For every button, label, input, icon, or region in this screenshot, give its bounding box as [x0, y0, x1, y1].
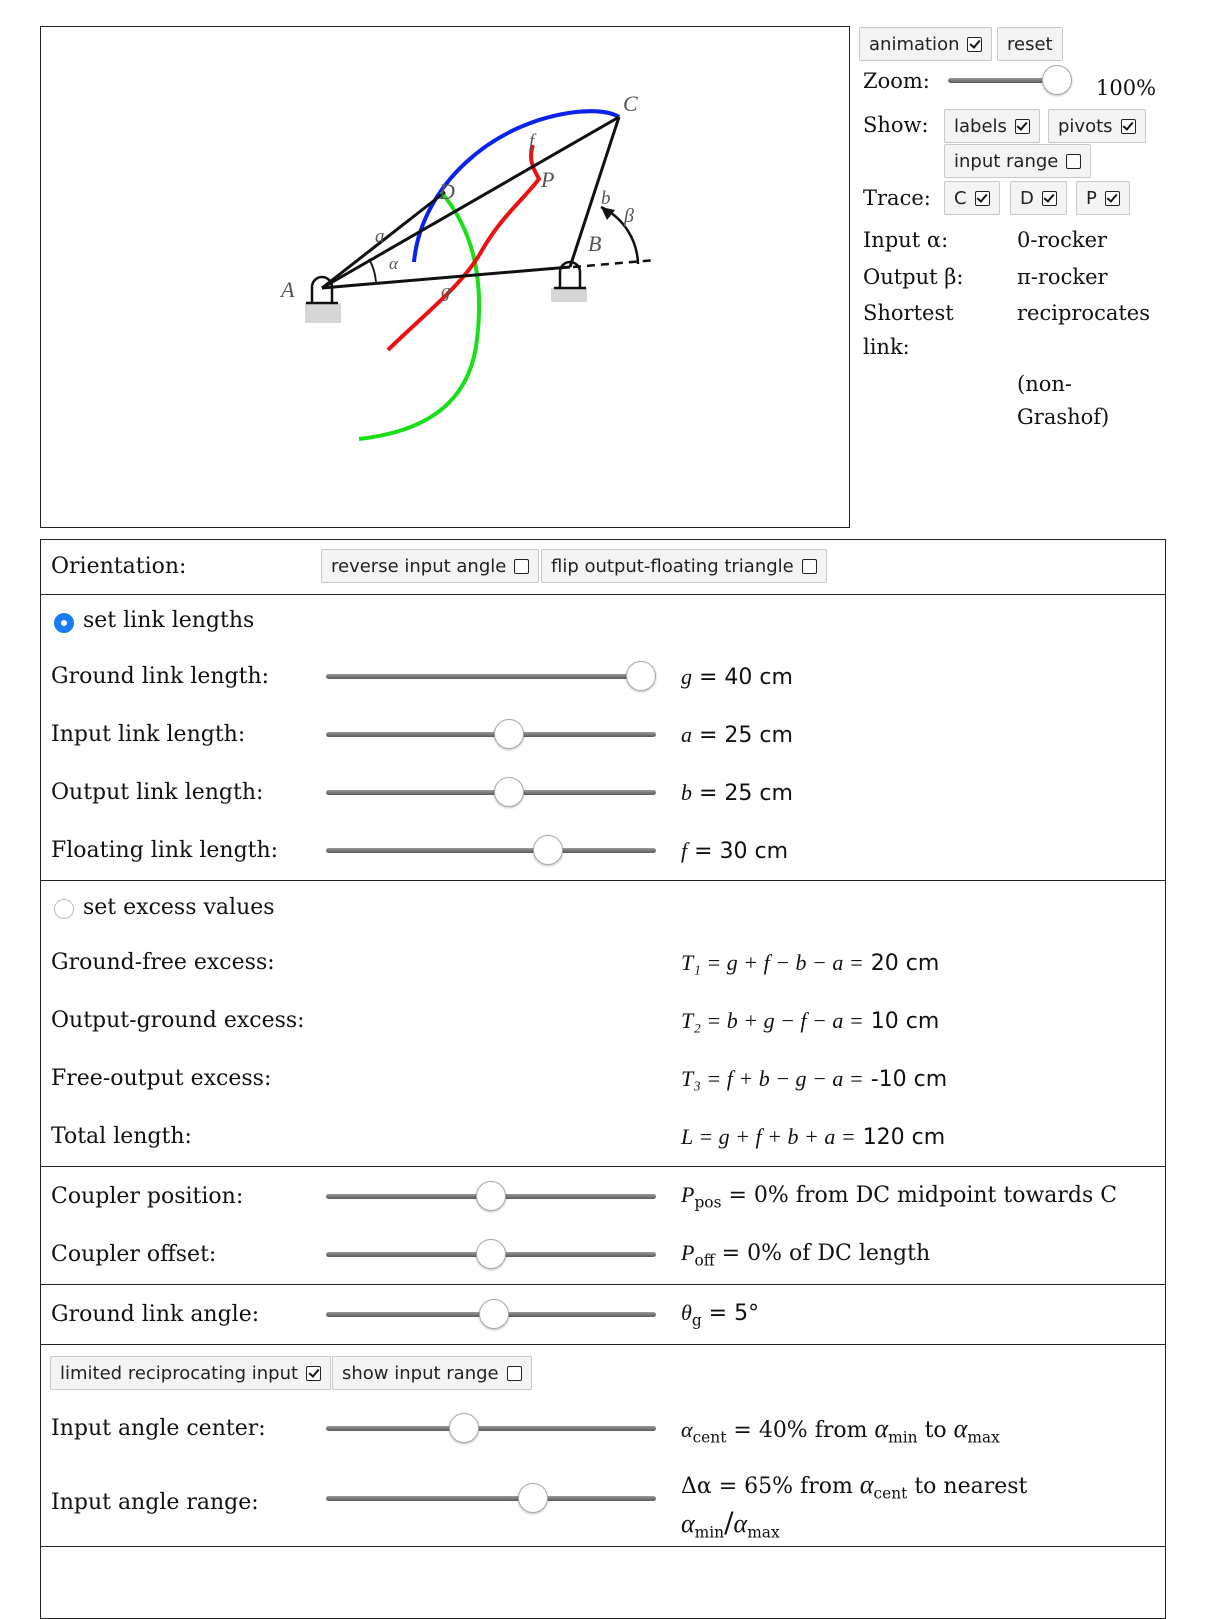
ground-a-base	[305, 303, 341, 323]
label-b-link: b	[601, 188, 611, 209]
sub-min: min	[888, 1428, 918, 1447]
shortest-link-label-2: link:	[863, 335, 910, 359]
input-angle-range-slider[interactable]	[326, 1482, 656, 1516]
set-link-lengths-label: set link lengths	[83, 608, 255, 633]
alpha-max-symbol-2: α	[733, 1509, 748, 1538]
sub-cent-2: cent	[873, 1484, 908, 1503]
output-link-length-slider[interactable]	[326, 776, 656, 810]
free-output-excess-label: Free-output excess:	[51, 1066, 272, 1091]
slider-thumb[interactable]	[476, 1239, 506, 1269]
slider-thumb[interactable]	[518, 1483, 548, 1513]
divider	[41, 880, 1165, 881]
slider-thumb[interactable]	[533, 835, 563, 865]
set-excess-values-radio[interactable]	[54, 899, 74, 919]
trace-c-checkbox[interactable]	[975, 191, 990, 206]
ground-b-base	[551, 288, 587, 302]
t3-formula: T₃ = f + b − g − a =	[681, 1066, 864, 1091]
label-g-link: g	[441, 281, 451, 302]
floating-link-length-slider[interactable]	[326, 834, 656, 868]
pivots-button[interactable]	[1048, 109, 1146, 143]
var-theta: θ	[681, 1300, 692, 1325]
shortest-link-label-1: Shortest	[863, 301, 954, 325]
input-type-value: 0-rocker	[1017, 228, 1108, 252]
output-type-value: π-rocker	[1017, 265, 1108, 289]
labels-label: labels	[954, 115, 1007, 137]
ground-link-length-value	[681, 664, 793, 690]
zoom-slider-thumb[interactable]	[1042, 65, 1072, 95]
output-link-length-value	[681, 780, 793, 806]
sub-off: off	[694, 1251, 715, 1270]
ground-link-length-label: Ground link length:	[51, 664, 270, 689]
coupler-position-text: = 0% from DC midpoint towards C	[728, 1183, 1118, 1208]
ground-link-length-slider[interactable]	[326, 660, 656, 694]
ground-link-angle-value	[681, 1300, 759, 1329]
slider-track	[326, 790, 656, 795]
total-length-label: Total length:	[51, 1124, 192, 1149]
labels-checkbox[interactable]	[1015, 119, 1030, 134]
input-link-length-label: Input link length:	[51, 722, 246, 747]
input-link-length-value	[681, 722, 793, 748]
trace-p-button[interactable]	[1076, 181, 1130, 215]
show-input-range-button[interactable]	[332, 1356, 532, 1390]
to-text: to	[924, 1418, 947, 1443]
limited-reciprocating-input-label: limited reciprocating input	[60, 1362, 299, 1384]
t2-formula: T₂ = b + g − f − a =	[681, 1008, 864, 1033]
flip-triangle-checkbox[interactable]	[802, 559, 817, 574]
floating-length-text: = 30 cm	[694, 839, 789, 864]
coupler-position-slider[interactable]	[326, 1180, 656, 1214]
slider-thumb[interactable]	[449, 1413, 479, 1443]
input-length-text: = 25 cm	[699, 723, 793, 748]
zoom-label: Zoom:	[863, 69, 930, 93]
slider-track	[326, 848, 656, 853]
alpha-max-symbol: α	[953, 1414, 968, 1443]
total-value: 120 cm	[862, 1125, 946, 1150]
set-excess-values-label: set excess values	[83, 895, 275, 920]
sub-pos: pos	[694, 1193, 722, 1212]
label-p-point: P	[541, 167, 555, 192]
output-length-text: = 25 cm	[699, 781, 793, 806]
divider	[41, 1166, 1165, 1167]
label-a-point: A	[281, 277, 295, 302]
show-input-range-checkbox[interactable]	[507, 1366, 522, 1381]
coupler-offset-slider[interactable]	[326, 1238, 656, 1272]
input-range-checkbox[interactable]	[1066, 154, 1081, 169]
slider-track	[326, 1426, 656, 1431]
reset-button[interactable]	[997, 27, 1063, 61]
slider-track	[326, 732, 656, 737]
slider-track	[326, 674, 656, 679]
trace-p-label: P	[1086, 187, 1097, 209]
label-a-link: a	[375, 226, 385, 247]
var-alpha-cent: α	[681, 1417, 693, 1442]
slash: /	[724, 1506, 734, 1539]
flip-triangle-button[interactable]	[541, 549, 827, 583]
var-p-pos: P	[681, 1182, 695, 1207]
animation-button[interactable]	[859, 27, 992, 61]
var-p-off: P	[681, 1240, 695, 1265]
t1-formula: T₁ = g + f − b − a =	[681, 950, 864, 975]
pivots-checkbox[interactable]	[1121, 119, 1136, 134]
trace-d-button[interactable]	[1010, 181, 1067, 215]
alpha-arc	[369, 259, 376, 282]
divider	[41, 1546, 1165, 1547]
label-beta: β	[624, 205, 634, 227]
ground-angle-text: = 5°	[708, 1301, 760, 1326]
linkage-drawing[interactable]	[41, 27, 851, 529]
output-ground-excess-value	[681, 1008, 939, 1034]
alpha-min-symbol: α	[874, 1414, 889, 1443]
slider-thumb[interactable]	[626, 661, 656, 691]
label-c-point: C	[623, 91, 638, 116]
zoom-slider[interactable]	[948, 64, 1072, 98]
shortest-link-value: reciprocates	[1017, 301, 1150, 325]
animation-checkbox[interactable]	[967, 37, 982, 52]
var-delta-alpha: Δα	[681, 1474, 712, 1499]
free-output-excess-value	[681, 1066, 947, 1092]
input-link-length-slider[interactable]	[326, 718, 656, 752]
coupler-position-label: Coupler position:	[51, 1184, 244, 1209]
var-a: a	[681, 722, 692, 747]
ground-link-angle-slider[interactable]	[326, 1298, 656, 1332]
label-f-link: f	[529, 131, 535, 152]
divider	[41, 594, 1165, 595]
ground-extension-dashed	[573, 260, 656, 267]
slider-track	[326, 1496, 656, 1501]
reset-label: reset	[1007, 33, 1053, 55]
alpha-min-symbol-2: α	[681, 1509, 695, 1538]
reverse-input-angle-button[interactable]	[321, 549, 539, 583]
orientation-label: Orientation:	[51, 554, 187, 579]
alpha-cent-symbol: α	[859, 1470, 874, 1499]
limited-reciprocating-input-button[interactable]	[50, 1356, 331, 1390]
sub-max-2: max	[747, 1523, 780, 1542]
sub-max: max	[967, 1428, 1000, 1447]
linkage-canvas[interactable]	[40, 26, 850, 528]
reverse-input-angle-checkbox[interactable]	[514, 559, 529, 574]
trace-c-button[interactable]	[944, 181, 1000, 215]
sub-g: g	[691, 1311, 702, 1330]
center-text: = 40% from	[733, 1418, 868, 1443]
labels-button[interactable]	[944, 109, 1040, 143]
trace-c-label: C	[954, 187, 967, 209]
input-angle-range-label: Input angle range:	[51, 1490, 259, 1515]
ground-length-text: = 40 cm	[699, 665, 793, 690]
label-b-point: B	[588, 231, 602, 256]
total-length-value	[681, 1124, 945, 1150]
slider-thumb[interactable]	[476, 1181, 506, 1211]
input-angle-center-slider[interactable]	[326, 1412, 656, 1446]
t3-value: -10 cm	[870, 1067, 948, 1092]
slider-thumb[interactable]	[494, 777, 524, 807]
animation-label: animation	[869, 33, 960, 55]
output-link-length-label: Output link length:	[51, 780, 264, 805]
range-text: = 65% from	[718, 1474, 853, 1499]
input-angle-range-value-line2	[681, 1506, 780, 1541]
sub-cent: cent	[692, 1428, 727, 1447]
floating-link-length-value	[681, 838, 788, 864]
show-label: Show:	[863, 113, 929, 137]
settings-table	[40, 539, 1166, 1619]
to-nearest-text: to nearest	[914, 1474, 1028, 1499]
trace-d-checkbox[interactable]	[1042, 191, 1057, 206]
ground-free-excess-label: Ground-free excess:	[51, 950, 275, 975]
t2-value: 10 cm	[870, 1009, 940, 1034]
coupler-position-value	[681, 1182, 1117, 1211]
var-g: g	[681, 664, 692, 689]
flip-triangle-label: flip output-floating triangle	[551, 555, 794, 577]
limited-reciprocating-input-checkbox[interactable]	[306, 1366, 321, 1381]
label-d-point: D	[439, 179, 455, 204]
ground-link-angle-label: Ground link angle:	[51, 1302, 260, 1327]
coupler-offset-label: Coupler offset:	[51, 1242, 217, 1267]
input-type-label: Input α:	[863, 228, 949, 252]
grashof-note-2: Grashof)	[1017, 405, 1110, 429]
zoom-value: 100%	[1096, 76, 1157, 100]
coupler-offset-text: = 0% of DC length	[721, 1241, 931, 1266]
trace-d-label: D	[1020, 187, 1034, 209]
trace-p-checkbox[interactable]	[1105, 191, 1120, 206]
pivots-label: pivots	[1058, 115, 1113, 137]
var-b: b	[681, 780, 692, 805]
input-angle-center-label: Input angle center:	[51, 1416, 266, 1441]
input-angle-range-value-line1	[681, 1470, 1027, 1502]
ground-free-excess-value	[681, 950, 939, 976]
divider	[41, 1344, 1165, 1345]
show-input-range-label: show input range	[342, 1362, 499, 1384]
total-formula: L = g + f + b + a =	[681, 1124, 856, 1149]
input-angle-center-value	[681, 1414, 1000, 1446]
coupler-offset-value	[681, 1240, 930, 1269]
set-link-lengths-radio[interactable]	[54, 613, 74, 633]
input-range-label: input range	[954, 150, 1059, 172]
floating-link-length-label: Floating link length:	[51, 838, 279, 863]
t1-value: 20 cm	[870, 951, 940, 976]
slider-thumb[interactable]	[479, 1299, 509, 1329]
var-f: f	[681, 838, 688, 863]
label-alpha: α	[389, 254, 398, 273]
slider-thumb[interactable]	[494, 719, 524, 749]
reverse-input-angle-label: reverse input angle	[331, 555, 507, 577]
grashof-note-1: (non-	[1017, 372, 1072, 396]
sub-min-2: min	[694, 1523, 725, 1542]
trace-label: Trace:	[863, 186, 931, 210]
output-type-label: Output β:	[863, 265, 964, 289]
output-ground-excess-label: Output-ground excess:	[51, 1008, 305, 1033]
input-range-button[interactable]	[944, 144, 1091, 178]
divider	[41, 1284, 1165, 1285]
